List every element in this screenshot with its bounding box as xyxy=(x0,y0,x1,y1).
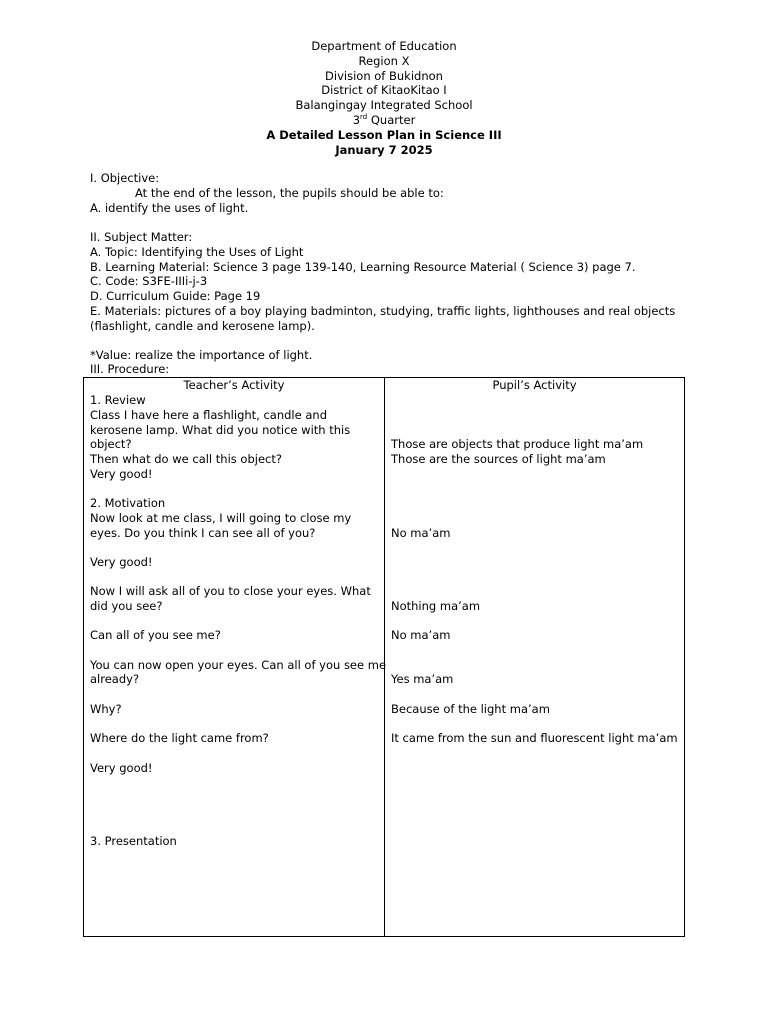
teacher-line: Very good! xyxy=(90,761,153,775)
teacher-line: Then what do we call this object? xyxy=(90,452,282,466)
lesson-date: January 7 2025 xyxy=(335,142,433,157)
school-line: Balangingay Integrated School xyxy=(295,98,473,113)
value-statement: *Value: realize the importance of light. xyxy=(90,348,313,362)
teacher-line: 3. Presentation xyxy=(90,834,177,848)
pupil-line: Those are the sources of light ma’am xyxy=(391,452,606,466)
pupil-line: Yes ma’am xyxy=(391,672,454,686)
teacher-line: Very good! xyxy=(90,467,153,481)
teacher-line: 2. Motivation xyxy=(90,496,166,510)
teacher-line: already? xyxy=(90,672,140,686)
teacher-line: 1. Review xyxy=(90,393,146,407)
lesson-plan-title: A Detailed Lesson Plan in Science III xyxy=(266,127,502,142)
subject-topic: A. Topic: Identifying the Uses of Light xyxy=(90,245,304,259)
teacher-line: Where do the light came from? xyxy=(90,731,269,745)
pupil-line: Those are objects that produce light ma’am xyxy=(391,437,644,451)
pupil-line: No ma’am xyxy=(391,526,451,540)
procedure-heading: III. Procedure: xyxy=(90,362,170,376)
pupil-activity-column xyxy=(385,378,685,937)
document-header xyxy=(0,39,768,157)
teacher-line: eyes. Do you think I can see all of you? xyxy=(90,526,316,540)
teacher-line: Now look at me class, I will going to close my xyxy=(90,511,352,525)
quarter-word: Quarter xyxy=(367,112,416,127)
teacher-line: Can all of you see me? xyxy=(90,628,221,642)
teacher-line: did you see? xyxy=(90,599,163,613)
subject-matter-heading: II. Subject Matter: xyxy=(90,230,193,244)
pupil-line: Because of the light ma’am xyxy=(391,702,550,716)
teacher-line: Now I will ask all of you to close your eyes. What xyxy=(90,584,371,598)
teacher-line: Why? xyxy=(90,702,122,716)
district-line: District of KitaoKitao I xyxy=(321,83,447,98)
teacher-line: object? xyxy=(90,437,132,451)
department-line: Department of Education xyxy=(311,39,457,53)
pupil-line: No ma’am xyxy=(391,628,451,642)
subject-curriculum-guide: D. Curriculum Guide: Page 19 xyxy=(90,289,261,303)
teacher-activity-header: Teacher’s Activity xyxy=(183,378,285,392)
pupil-activity-header: Pupil’s Activity xyxy=(492,378,577,392)
teacher-line: Class I have here a flashlight, candle and xyxy=(90,408,327,422)
subject-code: C. Code: S3FE-IIIi-j-3 xyxy=(90,274,208,288)
quarter-suffix: rd xyxy=(360,113,368,122)
pupil-line: Nothing ma’am xyxy=(391,599,481,613)
quarter-line xyxy=(0,113,768,128)
teacher-line: You can now open your eyes. Can all of you see me xyxy=(90,658,387,672)
objective-heading: I. Objective: xyxy=(90,171,160,185)
procedure-table xyxy=(83,377,685,937)
division-line: Division of Bukidnon xyxy=(325,68,443,83)
teacher-line: kerosene lamp. What did you notice with this xyxy=(90,423,351,437)
pupil-line: It came from the sun and fluorescent light ma’am xyxy=(391,731,678,745)
teacher-line: Very good! xyxy=(90,555,153,569)
subject-materials: E. Materials: pictures of a boy playing badminton, studying, traffic lights, lighthouses and real objects xyxy=(90,304,676,318)
objective-item-a: A. identify the uses of light. xyxy=(90,201,249,215)
teacher-activity-column xyxy=(84,378,385,937)
subject-learning-material: B. Learning Material: Science 3 page 139-140, Learning Resource Material ( Science 3) page 7. xyxy=(90,260,636,274)
region-line: Region X xyxy=(358,53,410,68)
objective-intro: At the end of the lesson, the pupils should be able to: xyxy=(135,186,444,200)
quarter-number: 3 xyxy=(352,112,361,127)
subject-materials-continued: (flashlight, candle and kerosene lamp). xyxy=(90,319,315,333)
